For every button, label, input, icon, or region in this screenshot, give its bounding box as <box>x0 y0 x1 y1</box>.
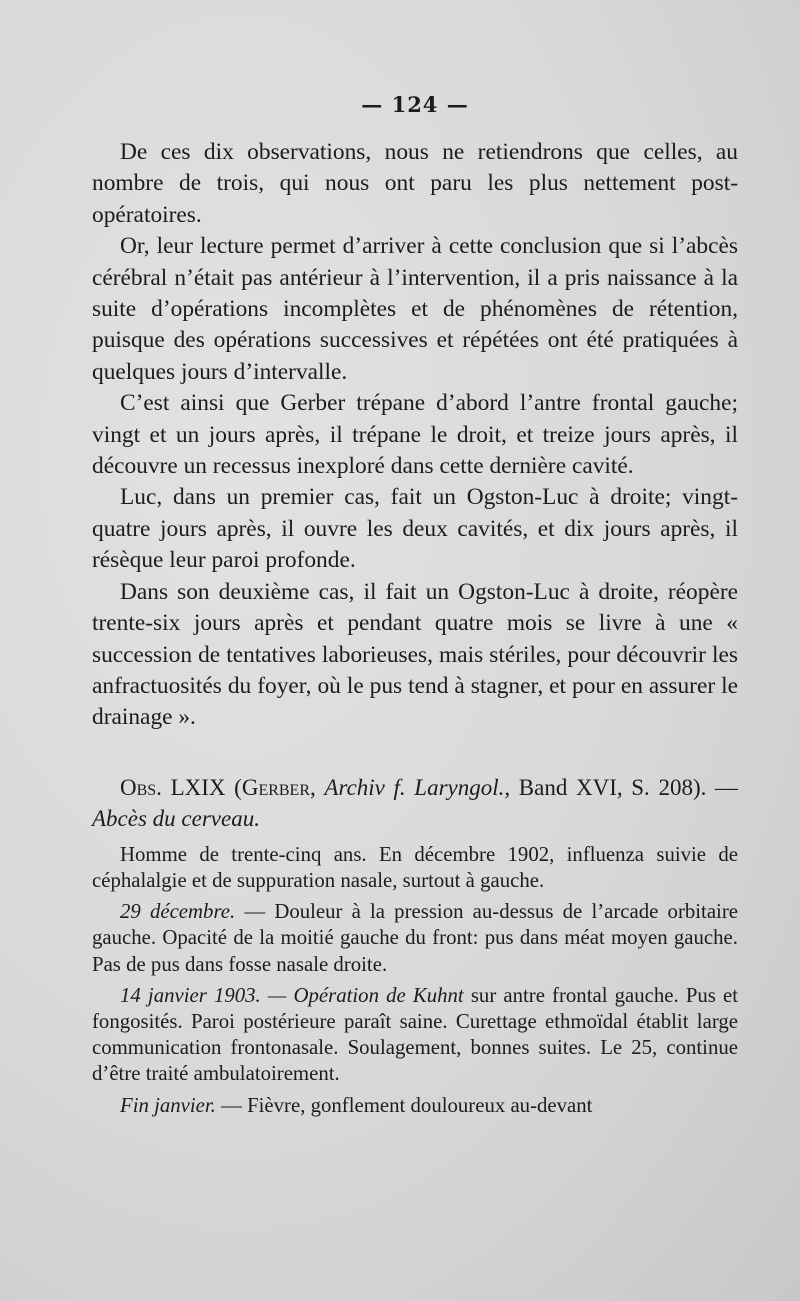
case-entry-text: sur antre frontal gauche. Pus et fongosités. Paroi postérieure paraît saine. Curettage ethmoïdal établit large communication frontonasale. Soulagement, bonnes suites. Le 25, continue d’être traité ambulatoirement. <box>92 983 739 1086</box>
case-entry-text: — Fièvre, gonflement douloureux au-devant <box>215 1093 593 1117</box>
page-number: — 124 — <box>361 92 469 117</box>
case-entry-date: Fin janvier. <box>120 1093 216 1117</box>
heading-punctuation: , Band XVI, S. 208). — <box>504 774 739 800</box>
case-entry-text: Homme de trente-cinq ans. En décembre 1902, influenza suivie de céphalalgie et de suppuration nasale, surtout à gauche. <box>92 842 738 892</box>
case-entry <box>92 842 738 894</box>
paragraph: Dans son deuxième cas, il fait un Ogston-Luc à droite, réopère trente-six jours après et pendant quatre mois se livre à une « succession de tentatives laborieuses, mais stériles, pour découvrir les anfractuosités du foyer, où le pus tend à stagner, et pour en assurer le drainage ». <box>92 578 738 731</box>
heading-punctuation: ( <box>225 774 242 800</box>
case-entry <box>92 1093 738 1119</box>
paragraph: Or, leur lecture permet d’arriver à cette conclusion que si l’abcès cérébral n’était pas antérieur à l’intervention, il a pris naissance à la suite d’opérations incomplètes et de phénomènes de rétention, puisque des opérations successives et répétées ont été pratiquées à quelques jours d’intervalle. <box>92 233 738 385</box>
case-text <box>92 842 738 1119</box>
case-entry <box>92 899 738 978</box>
heading-punctuation: , <box>310 774 325 800</box>
body-text <box>92 137 738 734</box>
observation-label: Obs. LXIX <box>120 774 226 800</box>
case-entry-date: 29 décembre. <box>120 900 236 924</box>
observation-heading <box>92 772 738 834</box>
paragraph: C’est ainsi que Gerber trépane d’abord l’antre frontal gauche; vingt et un jours après, il trépane le droit, et treize jours après, il découvre un recessus inexploré dans cette dernière cavité. <box>92 390 738 480</box>
paragraph: De ces dix observations, nous ne retiendrons que celles, au nombre de trois, qui nous ont paru les plus nettement post-opératoires. <box>92 139 738 228</box>
case-entry <box>92 983 738 1088</box>
observation-section <box>92 772 738 1119</box>
observation-title: Abcès du cerveau. <box>92 805 260 831</box>
paragraph: Luc, dans un premier cas, fait un Ogston-Luc à droite; vingt-quatre jours après, il ouvre les deux cavités, et dix jours après, il résèque leur paroi profonde. <box>92 484 738 574</box>
case-entry-text: — Douleur à la pression au-dessus de l’arcade orbitaire gauche. Opacité de la moitié gauche du front: pus dans méat moyen gauche. Pas de pus dans fosse nasale droite. <box>92 900 738 976</box>
case-entry-date: 14 janvier 1903. — Opération de Kuhnt <box>120 983 464 1007</box>
observation-journal: Archiv f. Laryngol. <box>324 774 505 800</box>
observation-author: Gerber <box>241 774 311 800</box>
